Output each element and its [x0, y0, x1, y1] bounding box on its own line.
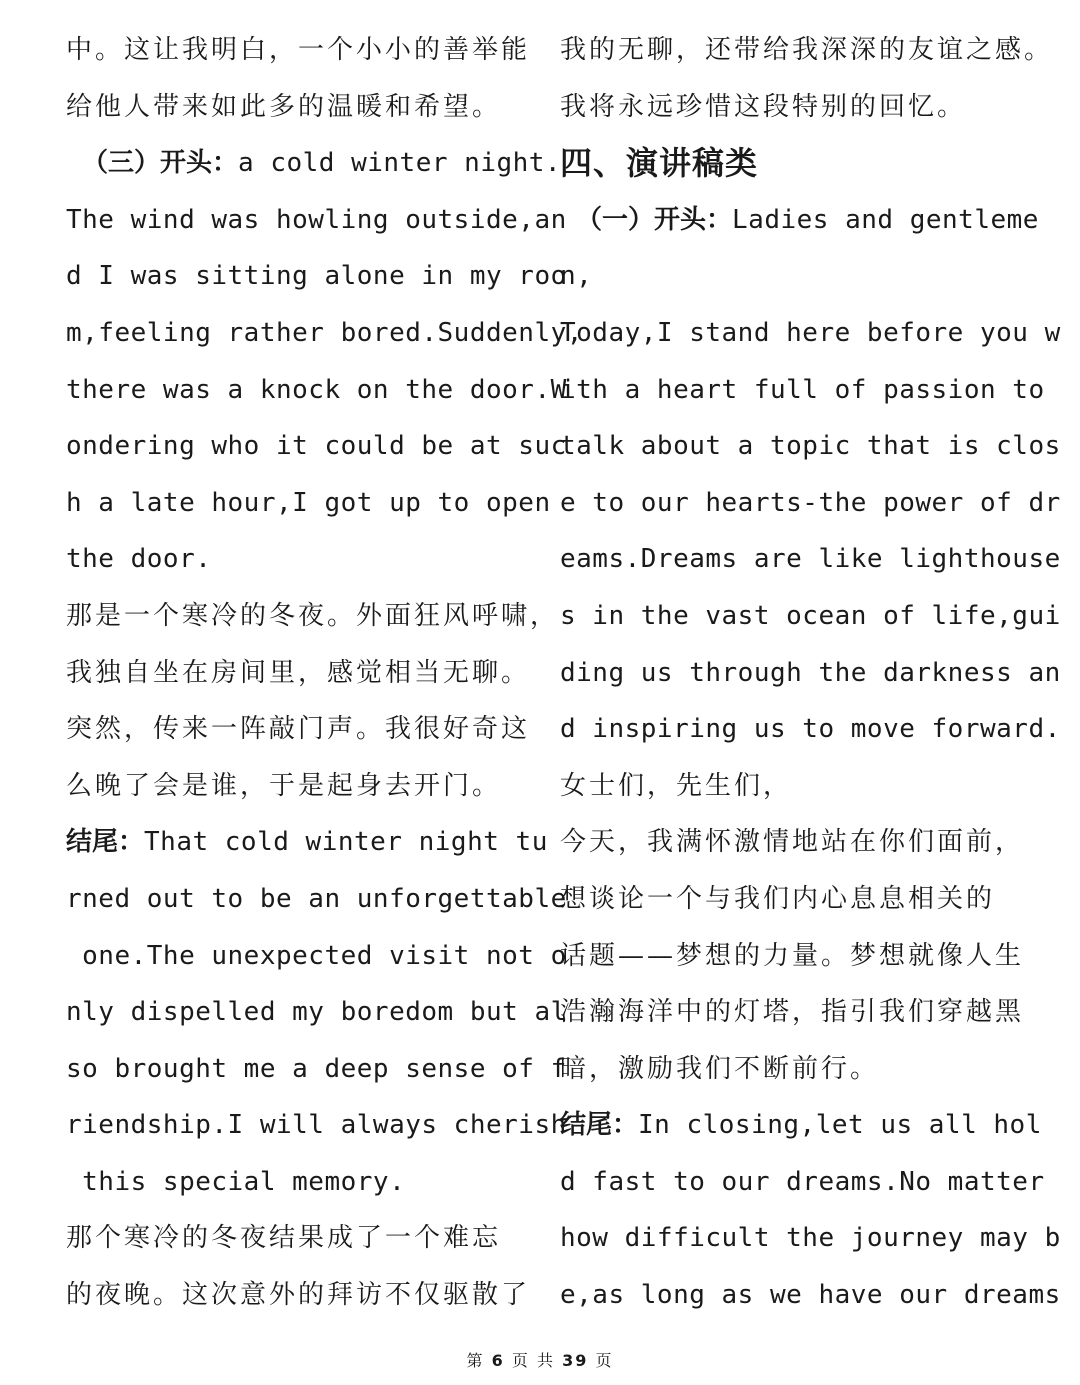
paragraph-line: 我的无聊，还带给我深深的友谊之感。: [560, 35, 1054, 65]
english-line: there was a knock on the door.W: [66, 374, 567, 405]
left-column: [66, 22, 583, 1324]
section-3-ending-line: [66, 814, 548, 871]
english-line: talk about a topic that is clos: [560, 431, 1061, 462]
section-1-opening-line: [560, 192, 1039, 249]
chinese-line: 浩瀚海洋中的灯塔，指引我们穿越黑: [560, 997, 1025, 1028]
section-3-ending-text: That cold winter night tu: [144, 827, 548, 858]
section-heading: 四、演讲稿类: [560, 144, 759, 183]
chinese-line: 暗，激励我们不断前行。: [560, 1053, 880, 1084]
section-1-opening-label: （一）开头：: [576, 204, 733, 235]
english-line: one.The unexpected visit not o: [66, 940, 567, 971]
english-line: h a late hour,I got up to open: [66, 487, 551, 518]
english-line: s in the vast ocean of life,gui: [560, 600, 1061, 631]
page-number: 6: [491, 1351, 505, 1370]
right-column: [560, 22, 1061, 1324]
section-1-ending-line: [560, 1097, 1042, 1154]
english-line: The wind was howling outside,an: [66, 204, 567, 235]
footer-suffix: 页: [595, 1351, 614, 1370]
english-line: this special memory.: [66, 1166, 406, 1197]
section-3-ending-label: 结尾：: [66, 827, 145, 858]
english-line: m,feeling rather bored.Suddenly,: [66, 317, 583, 348]
chinese-line: 么晚了会是谁，于是起身去开门。: [66, 770, 502, 801]
english-line: so brought me a deep sense of f: [66, 1053, 567, 1084]
english-line: rned out to be an unforgettable: [66, 883, 567, 914]
chinese-line: 想谈论一个与我们内心息息相关的: [560, 883, 996, 914]
section-3-opening-label: （三）开头：: [82, 148, 239, 179]
english-line: d inspiring us to move forward.: [560, 714, 1061, 745]
chinese-line: 那个寒冷的冬夜结果成了一个难忘: [66, 1223, 502, 1254]
section-1-ending-label: 结尾：: [560, 1110, 639, 1141]
footer-prefix: 第: [466, 1351, 485, 1370]
english-line: n,: [560, 261, 593, 292]
english-line: e to our hearts-the power of dr: [560, 487, 1061, 518]
english-line: riendship.I will always cherish: [66, 1110, 567, 1141]
chinese-line: 今天，我满怀激情地站在你们面前，: [560, 827, 1025, 858]
english-line: ondering who it could be at suc: [66, 431, 567, 462]
section-1-ending-text: In closing,let us all hol: [638, 1110, 1042, 1141]
chinese-line: 女士们，先生们，: [560, 770, 793, 801]
paragraph-line: 中。这让我明白，一个小小的善举能: [66, 35, 531, 65]
english-line: ding us through the darkness an: [560, 657, 1061, 688]
english-line: how difficult the journey may b: [560, 1223, 1061, 1254]
english-line: the door.: [66, 544, 212, 575]
paragraph-line: 给他人带来如此多的温暖和希望。: [66, 91, 502, 122]
english-line: Today,I stand here before you w: [560, 317, 1061, 348]
chinese-line: 我独自坐在房间里，感觉相当无聊。: [66, 657, 531, 688]
english-line: e,as long as we have our dreams: [560, 1280, 1061, 1311]
english-line: eams.Dreams are like lighthouse: [560, 544, 1061, 575]
chinese-line: 那是一个寒冷的冬夜。外面狂风呼啸，: [66, 600, 560, 631]
chinese-line: 话题——梦想的力量。梦想就像人生: [560, 940, 1025, 971]
footer-middle: 页 共: [511, 1351, 555, 1370]
english-line: nly dispelled my boredom but al: [66, 997, 567, 1028]
english-line: d fast to our dreams.No matter: [560, 1166, 1045, 1197]
section-1-opening-text: Ladies and gentleme: [732, 204, 1039, 235]
english-line: ith a heart full of passion to: [560, 374, 1045, 405]
page-footer: [0, 1348, 1080, 1371]
section-3-opening-text: a cold winter night.: [238, 148, 562, 179]
chinese-line: 的夜晚。这次意外的拜访不仅驱散了: [66, 1280, 531, 1311]
total-pages: 39: [562, 1351, 589, 1370]
paragraph-line: 我将永远珍惜这段特别的回忆。: [560, 91, 967, 122]
english-line: d I was sitting alone in my roo: [66, 261, 567, 292]
section-3-opening-line: [66, 135, 562, 192]
chinese-line: 突然，传来一阵敲门声。我很好奇这: [66, 714, 531, 745]
